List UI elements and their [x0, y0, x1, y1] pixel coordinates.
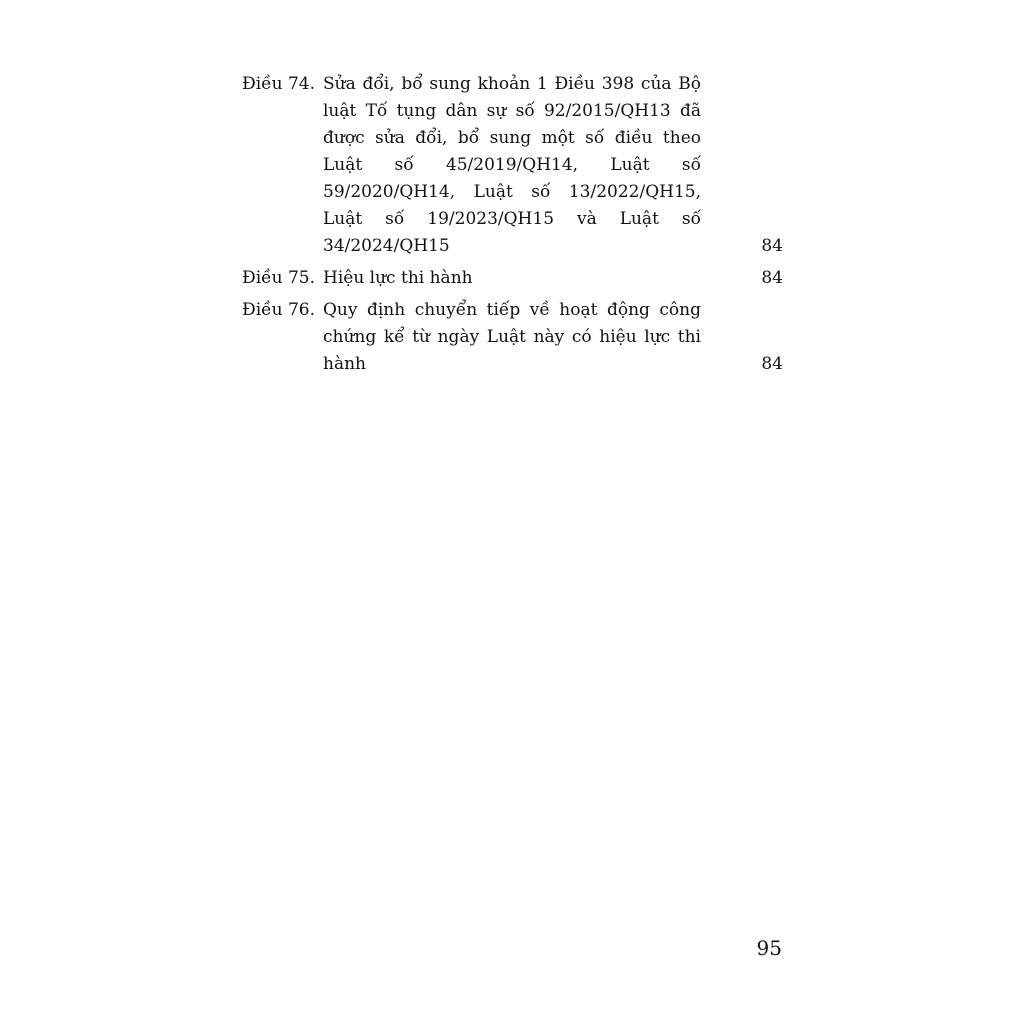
- toc-entry-page-number: 84: [761, 268, 783, 288]
- toc-entry-body: [323, 71, 783, 260]
- toc-entry-dieu-76: [242, 297, 783, 378]
- toc-entry-title: Hiệu lực thi hành: [323, 268, 473, 288]
- toc-entry-page-number: 84: [761, 354, 783, 374]
- toc-entry-page-number: 84: [761, 236, 783, 256]
- toc-entry-title: Sửa đổi, bổ sung khoản 1 Điều 398 của Bộ luật Tố tụng dân sự số 92/2015/QH13 đã được sửa đổi, bổ sung một số điều theo Luật số 45/2019/QH14, Luật số 59/2020/QH14, Luật số 13/2022/QH15, Luật số 19/2023/QH15 và Luật số 34/2024/QH15: [323, 74, 701, 256]
- table-of-contents: [242, 71, 783, 383]
- toc-entry-dieu-74: [242, 71, 783, 260]
- toc-entry-dieu-75: [242, 265, 783, 292]
- toc-entry-title: Quy định chuyển tiếp về hoạt động công chứng kể từ ngày Luật này có hiệu lực thi hành: [323, 300, 701, 374]
- toc-entry-label: Điều 74.: [242, 74, 316, 94]
- toc-entry-label: Điều 76.: [242, 300, 316, 320]
- toc-entry-label: Điều 75.: [242, 268, 316, 288]
- toc-entry-body: [323, 297, 783, 378]
- page-number: 95: [756, 936, 782, 960]
- toc-entry-body: [323, 265, 783, 292]
